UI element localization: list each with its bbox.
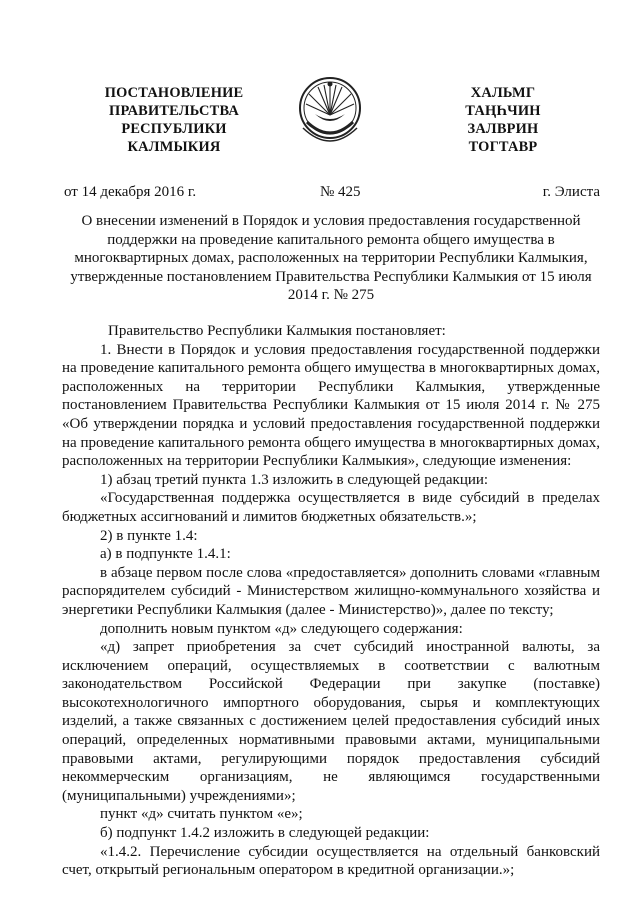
paragraph: дополнить новым пунктом «д» следующего содержания: bbox=[100, 620, 463, 637]
paragraph: б) подпункт 1.4.2 изложить в следующей редакции: bbox=[100, 825, 430, 842]
decree-city: г. Элиста bbox=[542, 184, 600, 200]
paragraph: 2) в пункте 1.4: bbox=[100, 527, 198, 544]
paragraph: «д) запрет приобретения за счет субсидий иностранной валюты, за исключением операций, осуществляемых в соответствии с валютным законодательством Российской Федерации при закупке (поставке) высокотехнологичного импортного оборудования, сырья и комплектующих изделий, а также связанных с достижением целей предоставления субсидий иных операций, определенных нормативными правовыми актами, муниципальными правовыми актами, регулирующими порядок предоставления субсидий некоммерческим организациям, не являющимся государственными (муниципальными) учреждениями»; bbox=[62, 639, 600, 804]
decree-title: О внесении изменений в Порядок и условия предоставления государственной поддержки на проведение капитального ремонта общего имущества в многоквартирных домах, расположенных на территории Республики Калмыкия, утвержденные постановлением Правительства Республики Калмыкия от 15 июля 2014 г. № 275 bbox=[70, 213, 592, 304]
issuer-line: ПОСТАНОВЛЕНИЕ bbox=[104, 85, 244, 101]
paragraph: 1) абзац третий пункта 1.3 изложить в следующей редакции: bbox=[100, 471, 489, 488]
issuer-line: РЕСПУБЛИКИ bbox=[121, 121, 227, 137]
issuer-line: ТАҢҺЧИН bbox=[465, 103, 541, 119]
issuer-title-kalmyk bbox=[448, 84, 558, 156]
paragraph: «Государственная поддержка осуществляется в виде субсидий в пределах бюджетных ассигнований и лимитов бюджетных обязательств.»; bbox=[62, 490, 600, 525]
issuer-line: ПРАВИТЕЛЬСТВА bbox=[109, 103, 239, 119]
issuer-line: КАЛМЫКИЯ bbox=[127, 139, 221, 155]
decree-number: № 425 bbox=[320, 184, 361, 200]
paragraph: Правительство Республики Калмыкия постановляет: bbox=[108, 323, 446, 339]
republic-of-kalmykia-emblem-icon bbox=[295, 70, 365, 152]
decree-body bbox=[62, 322, 600, 880]
paragraph: в абзаце первом после слова «предоставляется» дополнить словами «главным распорядителем субсидий - Министерством жилищно-коммунального хозяйства и энергетики Республики Калмыкия (далее - Министерство)», далее по тексту; bbox=[62, 564, 600, 618]
paragraph: «1.4.2. Перечисление субсидии осуществляется на отдельный банковский счет, открытый региональным оператором в кредитной организации.»; bbox=[62, 843, 600, 879]
paragraph: а) в подпункте 1.4.1: bbox=[100, 546, 231, 563]
issuer-line: ТОГТАВР bbox=[468, 139, 538, 155]
decree-date: от 14 декабря 2016 г. bbox=[64, 184, 197, 200]
paragraph: 1. Внести в Порядок и условия предоставления государственной поддержки на проведение капитального ремонта общего имущества в многоквартирных домах, расположенных на территории Республики Калмыкия, утвержденные постановлением Правительства Республики Калмыкия от 15 июля 2014 г. № 275 «Об утверждении порядка и условий предоставления государственной поддержки на проведение капитального ремонта общего имущества в многоквартирных домах, расположенных на территории Республики Калмыкия», следующие изменения: bbox=[62, 341, 600, 470]
issuer-line: ХАЛЬМГ bbox=[470, 85, 536, 101]
issuer-line: ЗАЛВРИН bbox=[467, 121, 539, 137]
issuer-title-russian bbox=[84, 84, 264, 156]
paragraph: пункт «д» считать пунктом «е»; bbox=[100, 806, 303, 823]
